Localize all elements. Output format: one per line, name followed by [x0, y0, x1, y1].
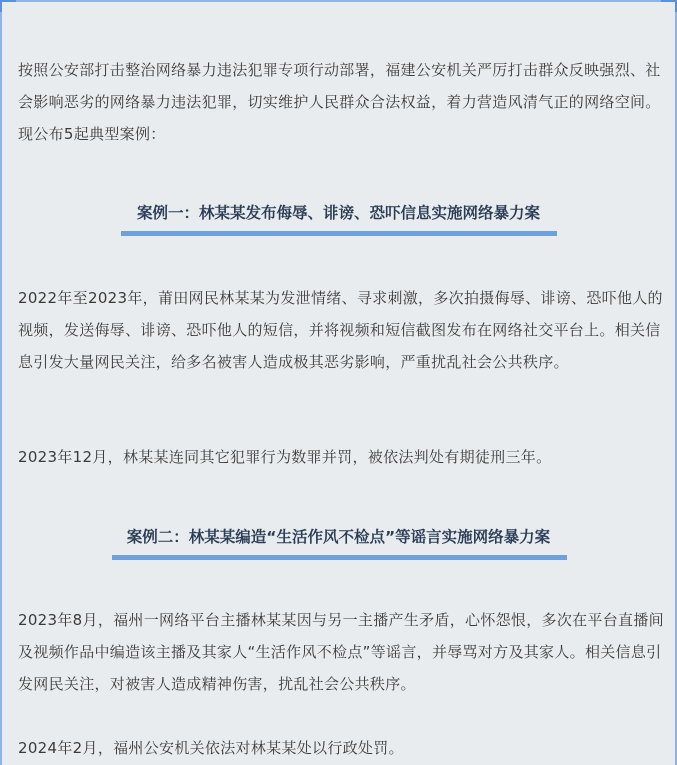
case-2-outcome: 2024年2月，福州公安机关依法对林某某处以行政处罚。	[18, 739, 404, 757]
case-1-outcome: 2023年12月，林某某连同其它犯罪行为数罪并罚，被依法判处有期徒刑三年。	[18, 448, 552, 466]
case-1-title-underline	[121, 231, 557, 236]
frame-corner-top-left	[0, 0, 16, 12]
case-1-facts: 2022年至2023年，莆田网民林某某为发泄情绪、寻求刺激，多次拍摄侮辱、诽谤、恐吓他人的视频，发送侮辱、诽谤、恐吓他人的短信，并将视频和短信截图发布在网络社交平台上。相关信息引发大量网民关注，给多名被害人造成极其恶劣影响，严重扰乱社会公共秩序。	[18, 289, 663, 371]
frame-corner-top-right	[661, 0, 677, 12]
intro-paragraph: 按照公安部打击整治网络暴力违法犯罪专项行动部署，福建公安机关严厉打击群众反映强烈、社会影响恶劣的网络暴力违法犯罪，切实维护人民群众合法权益，着力营造风清气正的网络空间。现公布5起典型案例：	[18, 61, 661, 143]
case-1-title: 案例一：林某某发布侮辱、诽谤、恐吓信息实施网络暴力案	[136, 204, 540, 222]
case-2-title-underline	[112, 555, 567, 560]
case-2-facts: 2023年8月，福州一网络平台主播林某某因与另一主播产生矛盾，心怀怨恨，多次在平台直播间及视频作品中编造该主播及其家人“生活作风不检点”等谣言，并辱骂对方及其家人。相关信息引发网民关注，对被害人造成精神伤害，扰乱社会公共秩序。	[18, 611, 664, 693]
case-2-title: 案例二：林某某编造“生活作风不检点”等谣言实施网络暴力案	[126, 528, 551, 546]
